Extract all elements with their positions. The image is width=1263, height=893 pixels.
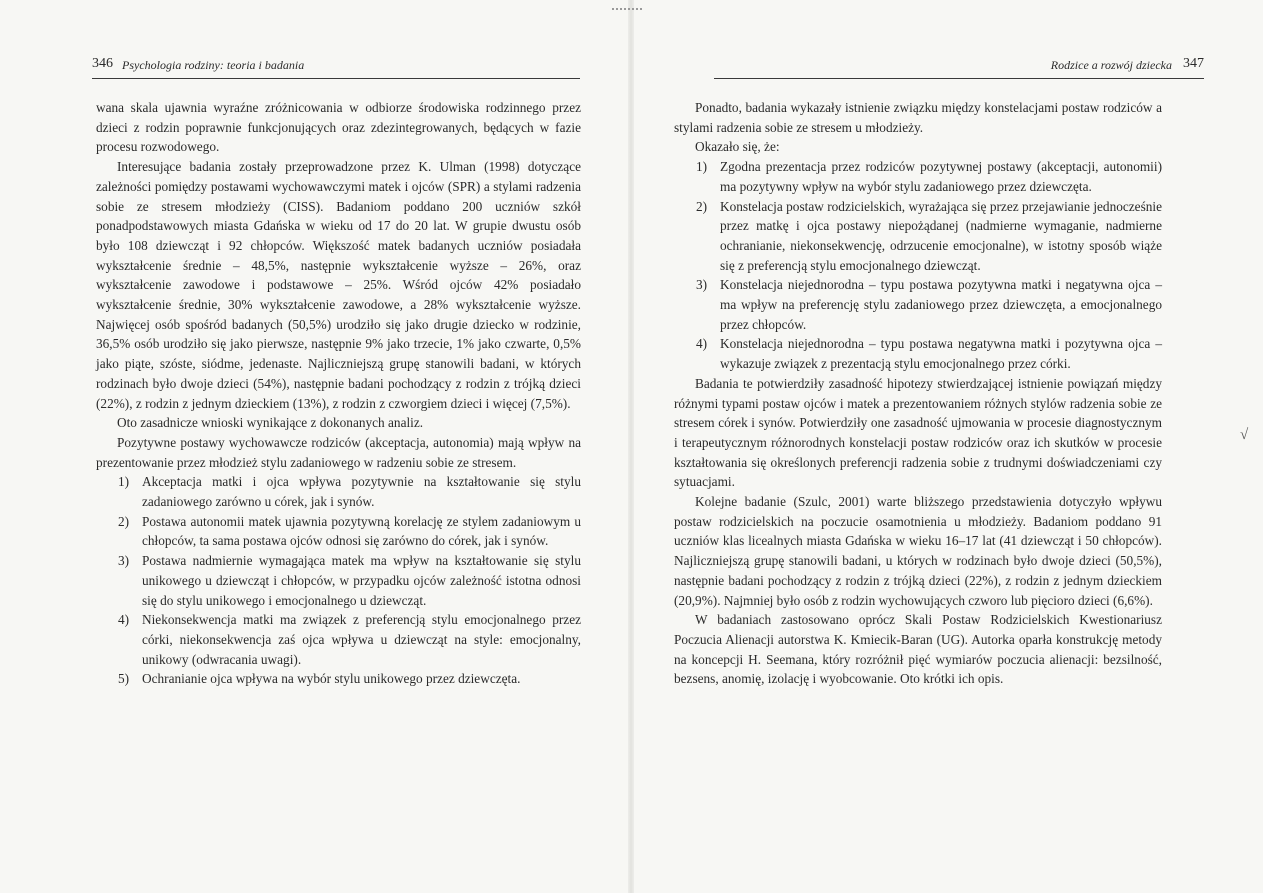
paragraph: W badaniach zastosowano oprócz Skali Postaw Rodzicielskich Kwestionariusz Poczucia Alienacji autorstwa K. Kmiecik-Baran (UG). Autorka oparła konstrukcję metody na koncepcji H. Seemana, który rozróżnił pięć wymiarów poczucia alienacji: bezsilność, bezsens, anomię, izolację i wyobcowanie. Oto krótki ich opis. (674, 612, 1162, 687)
list-text: Konstelacja postaw rodzicielskich, wyrażająca się przez przejawianie jednocześnie przez matkę i ojca postawy niepożądanej (nadmierne wymaganie, nadmierne ochranianie, niekonsekwencję, odrzucenie emocjonalne), w istotny sposób wiąże się z preferencją stylu emocjonalnego dziewcząt. (720, 198, 1162, 273)
list-item (96, 472, 581, 511)
list-text: Konstelacja niejednorodna – typu postawa pozytywna matki i negatywna ojca – ma wpływ na preferencję stylu zadaniowego przez dziewczęta, a emocjonalnego przez chłopców. (720, 277, 1162, 332)
list-text: Ochranianie ojca wpływa na wybór stylu unikowego przez dziewczęta. (142, 671, 521, 687)
list-number: 2) (118, 513, 130, 529)
list-number: 3) (118, 553, 130, 569)
paragraph: Ponadto, badania wykazały istnienie związku między konstelacjami postaw rodziców a stylami radzenia sobie ze stresem u młodzieży. (674, 100, 1162, 135)
list-text: Zgodna prezentacja przez rodziców pozytywnej postawy (akceptacji, autonomii) ma pozytywny wpływ na wybór stylu zadaniowego przez dziewczęta. (720, 159, 1162, 194)
right-page-header (714, 56, 1204, 79)
paragraph: Okazało się, że: (695, 139, 780, 155)
list-text: Konstelacja niejednorodna – typu postawa negatywna matki i pozytywna ojca – wykazuje związek z prezentacją stylu emocjonalnego przez córki. (720, 336, 1162, 372)
list-item (674, 275, 1162, 334)
paragraph: wana skala ujawnia wyraźne zróżnicowania w odbiorze środowiska rodzinnego przez dzieci z rodzin poprawnie funkcjonujących oraz zdezintegrowanych, będących w fazie procesu rozwodowego. (96, 100, 581, 155)
paragraph: Pozytywne postawy wychowawcze rodziców (akceptacja, autonomia) mają wpływ na prezentowanie przez młodzież stylu zadaniowego w radzeniu sobie ze stresem. (96, 434, 581, 470)
list-number: 1) (696, 159, 708, 175)
margin-check-mark: √ (1240, 427, 1249, 443)
list-number: 5) (118, 671, 130, 687)
paragraph: Interesujące badania zostały przeprowadzone przez K. Ulman (1998) dotyczące zależności pomiędzy postawami wychowawczymi matek i ojców (SPR) a stylami radzenia sobie ze stresem młodzieży (CISS). Badaniom poddano 200 uczniów szkół ponadpodstawowych miasta Gdańska w wieku od 17 do 20 lat. W grupie dwustu osób było 108 dziewcząt i 92 chłopców. Większość matek badanych uczniów posiadała wykształcenie średnie – 48,5%, następnie wykształcenie wyższe – 26%, oraz wykształcenie zawodowe i podstawowe – 25%. Wśród ojców 42% posiadało wykształcenie średnie, 30% wykształcenie zawodowe, a 28% wykształcenie wyższe. Najwięcej osób spośród badanych (50,5%) urodziło się jako drugie dziecko w rodzinie, 36,5% osób urodziło się jako pierwsze, następnie 9% jako trzecie, 1% jako czwarte, 0,5% jako piąte, szóste, siódme, jedenaste. Najliczniejszą grupę stanowili badani, w których rodzinach było dwoje dzieci (54%), następnie badani pochodzący z rodzin z trójką dzieci (22%), z rodzin z jednym dzieckiem (13%), z rodzin z czworgiem dzieci i więcej (7,5%). (96, 159, 581, 411)
list-number: 3) (696, 277, 708, 293)
list-item (96, 669, 581, 689)
left-page (0, 0, 628, 893)
running-title: Rodzice a rozwój dziecka (1050, 58, 1172, 72)
list-item (96, 610, 581, 669)
page-number: 346 (92, 56, 113, 71)
page-number: 347 (1183, 56, 1204, 71)
list-number: 2) (696, 198, 708, 214)
list-item (674, 334, 1162, 373)
paragraph: Oto zasadnicze wnioski wynikające z dokonanych analiz. (117, 415, 424, 431)
list-item (674, 197, 1162, 276)
right-page (634, 0, 1263, 893)
list-text: Niekonsekwencja matki ma związek z preferencją stylu emocjonalnego przez córki, niekonsekwencja zaś ojca wpływa u dziewcząt na style: emocjonalny, unikowy (odwracania uwagi). (142, 612, 581, 667)
list-number: 4) (118, 612, 130, 628)
left-page-body (96, 98, 581, 689)
list-text: Akceptacja matki i ojca wpływa pozytywnie na kształtowanie się stylu zadaniowego zarówno u córek, jak i synów. (142, 474, 581, 510)
numbered-list (674, 157, 1162, 374)
list-item (96, 512, 581, 551)
list-item (96, 551, 581, 610)
left-page-header (92, 56, 580, 79)
list-text: Postawa autonomii matek ujawnia pozytywną korelację ze stylem zadaniowym u chłopców, ta sama postawa ojców odnosi się zarówno do córek, jak i synów. (142, 513, 581, 549)
running-title: Psychologia rodziny: teoria i badania (122, 58, 305, 72)
right-page-body (674, 98, 1162, 689)
list-number: 4) (696, 336, 708, 352)
paragraph: Badania te potwierdziły zasadność hipotezy stwierdzającej istnienie powiązań między różnymi typami postaw ojców i matek a prezentowaniem różnych stylów radzenia sobie ze stresem córek i synów. Potwierdziły one zasadność ujmowania w procesie diagnostycznym i terapeutycznym różnorodnych konstelacji postaw rodziców oraz ich skutków w procesie kształtowania się określonych preferencji radzenia sobie z trudnymi doświadczeniami czy sytuacjami. (674, 375, 1162, 490)
list-text: Postawa nadmiernie wymagająca matek ma wpływ na kształtowanie się stylu unikowego u dziewcząt i chłopców, w przypadku ojców zależność istotna odnosi się do stylu unikowego i emocjonalnego u dziewcząt. (142, 553, 581, 608)
paragraph: Kolejne badanie (Szulc, 2001) warte bliższego przedstawienia dotyczyło wpływu postaw rodzicielskich na poczucie osamotnienia u młodzieży. Badaniom poddano 91 uczniów klas licealnych miasta Gdańska w wieku 16–17 lat (41 dziewcząt i 50 chłopców). Najliczniejszą grupę stanowili badani, u których w rodzinach było dwoje dzieci (50,5%), następnie badani pochodzący z rodzin z trójką dzieci (22%), z rodzin z jednym dzieckiem (20,9%). Najmniej było osób z rodzin wychowujących czworo lub pięcioro dzieci (6,6%). (674, 494, 1162, 608)
numbered-list (96, 472, 581, 689)
list-item (674, 157, 1162, 196)
list-number: 1) (118, 474, 130, 490)
